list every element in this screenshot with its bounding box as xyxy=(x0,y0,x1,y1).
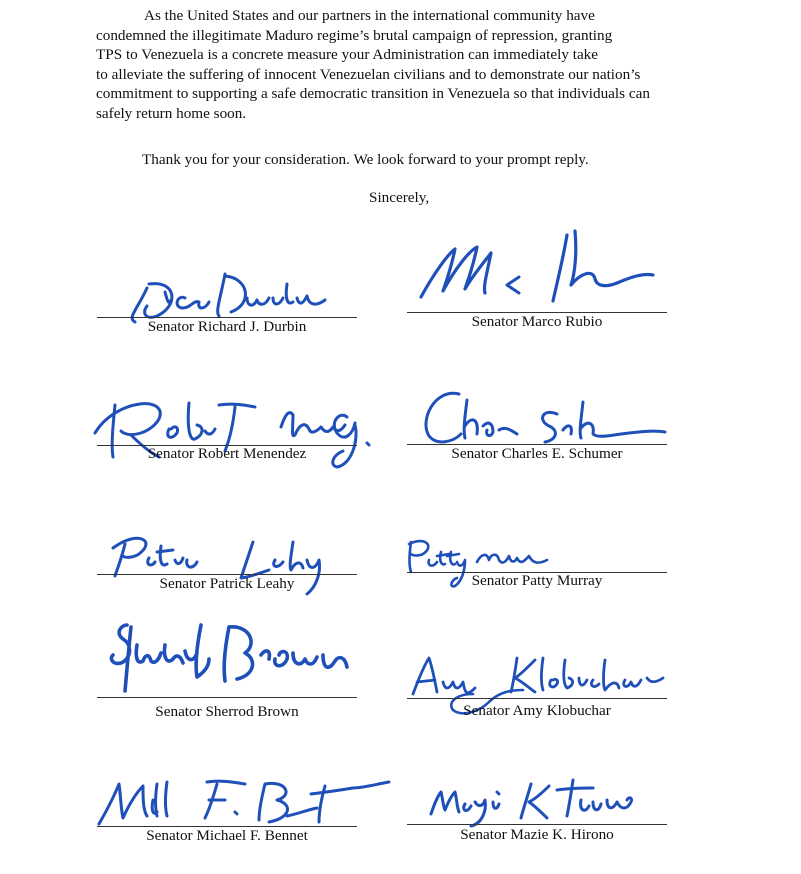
signature-line xyxy=(407,698,667,699)
signer-name: Senator Sherrod Brown xyxy=(155,703,299,720)
signature-line xyxy=(407,824,667,825)
handwritten-signature xyxy=(97,240,357,320)
signer-name: Senator Patty Murray xyxy=(471,572,603,589)
paragraph-line: TPS to Venezuela is a concrete measure your Administration can immediately take xyxy=(96,46,599,64)
signer-name: Senator Charles E. Schumer xyxy=(451,445,623,462)
signature-block-bennet xyxy=(97,770,357,850)
letter-paragraph-1 xyxy=(96,6,736,124)
signature-block-leahy xyxy=(97,520,357,600)
signer-name: Senator Marco Rubio xyxy=(471,313,603,330)
letter-paragraph-2: Thank you for your consideration. We look forward to your prompt reply. xyxy=(142,151,589,168)
signature-block-durbin xyxy=(97,240,357,340)
signature-block-hirono xyxy=(407,770,667,850)
signature-block-murray xyxy=(407,530,667,600)
handwritten-signature xyxy=(407,650,677,740)
paragraph-line: As the United States and our partners in the international community have xyxy=(144,7,595,24)
paragraph-line: commitment to supporting a safe democratic transition in Venezuela so that individuals can xyxy=(96,85,650,103)
signer-name: Senator Richard J. Durbin xyxy=(147,318,307,335)
paragraph-line: condemned the illegitimate Maduro regime’s brutal campaign of repression, granting xyxy=(96,26,613,44)
signer-name: Senator Mazie K. Hirono xyxy=(460,826,614,843)
signer-name: Senator Michael F. Bennet xyxy=(146,827,308,844)
letter-closing: Sincerely, xyxy=(369,189,430,206)
handwritten-signature xyxy=(407,225,677,315)
signature-block-rubio xyxy=(407,225,667,335)
signature-block-brown xyxy=(97,615,357,725)
handwritten-signature xyxy=(97,615,367,705)
signature-block-schumer xyxy=(407,380,667,470)
signer-name: Senator Amy Klobuchar xyxy=(463,702,611,719)
signature-block-klobuchar xyxy=(407,650,667,735)
signature-block-menendez xyxy=(97,385,357,475)
paragraph-line: to alleviate the suffering of innocent Venezuelan civilians and to demonstrate our nation’s xyxy=(96,65,641,83)
paragraph-line: safely return home soon. xyxy=(96,104,247,122)
signature-line xyxy=(97,697,357,698)
signer-name: Senator Patrick Leahy xyxy=(159,575,295,592)
signer-name: Senator Robert Menendez xyxy=(147,445,307,462)
